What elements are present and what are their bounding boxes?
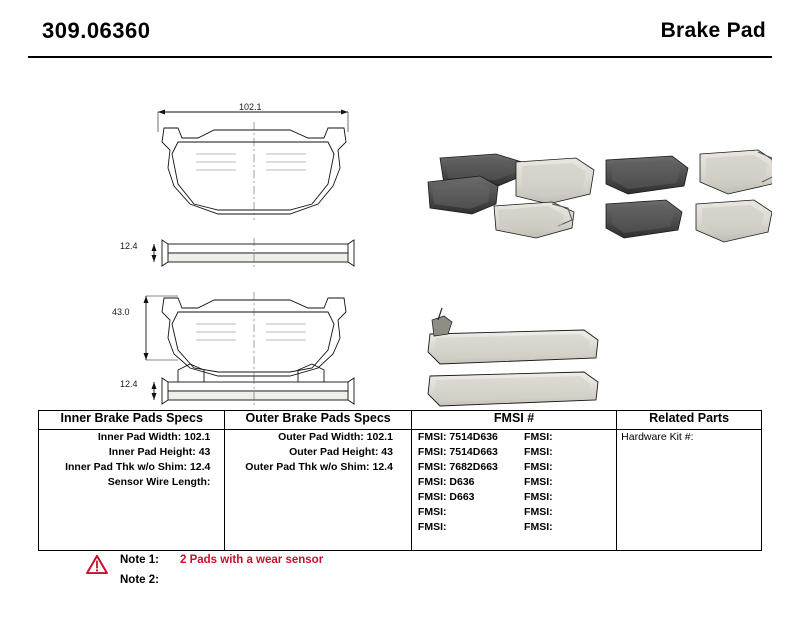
sensor-wire-length: Sensor Wire Length: — [107, 476, 211, 488]
column-header-related: Related Parts — [617, 411, 762, 430]
note-2-label: Note 2: — [120, 574, 159, 586]
outer-pad-thickness: Outer Pad Thk w/o Shim: 12.4 — [245, 461, 393, 473]
note-row-2 — [68, 574, 668, 594]
fmsi-right-6: FMSI: — [524, 521, 553, 533]
note-row-1 — [68, 554, 668, 574]
fmsi-left-1: FMSI: 7514D663 — [417, 446, 498, 458]
fmsi-right-1: FMSI: — [524, 446, 553, 458]
fmsi-left-2: FMSI: 7682D663 — [417, 461, 498, 473]
inner-specs-cell — [39, 430, 225, 551]
outer-pad-height: Outer Pad Height: 43 — [289, 446, 393, 458]
column-header-inner: Inner Brake Pads Specs — [39, 411, 225, 430]
table-body-row — [39, 430, 762, 551]
dimension-label-top-width: 102.1 — [239, 102, 262, 112]
hardware-kit-number: Hardware Kit #: — [621, 431, 694, 443]
notes-section — [68, 554, 668, 594]
drawing-svg — [28, 58, 772, 408]
fmsi-right-5: FMSI: — [524, 506, 553, 518]
fmsi-right-0: FMSI: — [524, 431, 553, 443]
specifications-table — [38, 410, 762, 551]
part-number: 309.06360 — [42, 18, 151, 43]
product-photo-group-upper-right — [606, 150, 772, 242]
line-drawing-side-view-lower — [152, 364, 355, 408]
fmsi-right-2: FMSI: — [524, 461, 553, 473]
table-header-row — [39, 411, 762, 430]
outer-specs-cell — [225, 430, 412, 551]
page-title: Brake Pad — [660, 19, 766, 42]
fmsi-left-4: FMSI: D663 — [417, 491, 475, 503]
fmsi-right-3: FMSI: — [524, 476, 553, 488]
fmsi-cell — [411, 430, 616, 551]
fmsi-column-right — [510, 430, 616, 535]
outer-pad-width: Outer Pad Width: 102.1 — [278, 431, 393, 443]
line-drawing-bottom-pad — [144, 292, 347, 382]
warning-icon — [86, 555, 108, 574]
sheet-header — [28, 14, 772, 58]
technical-drawing-area — [28, 58, 772, 408]
line-drawing-top-pad — [158, 110, 348, 221]
inner-pad-thickness: Inner Pad Thk w/o Shim: 12.4 — [65, 461, 211, 473]
note-1-label: Note 1: — [120, 554, 159, 566]
fmsi-left-3: FMSI: D636 — [417, 476, 475, 488]
column-header-fmsi: FMSI # — [411, 411, 616, 430]
fmsi-left-0: FMSI: 7514D636 — [417, 431, 498, 443]
dimension-label-upper-thickness: 12.4 — [120, 241, 138, 251]
fmsi-left-5: FMSI: — [417, 506, 447, 518]
fmsi-left-6: FMSI: — [417, 521, 447, 533]
note-1-value: 2 Pads with a wear sensor — [180, 554, 324, 566]
related-parts-cell — [617, 430, 762, 551]
dimension-label-lower-thickness: 12.4 — [120, 379, 138, 389]
column-header-outer: Outer Brake Pads Specs — [225, 411, 412, 430]
brake-pad-spec-sheet — [28, 14, 772, 606]
product-photo-group-upper-left — [428, 154, 594, 238]
product-photo-group-lower — [428, 308, 598, 406]
inner-pad-height: Inner Pad Height: 43 — [108, 446, 211, 458]
inner-pad-width: Inner Pad Width: 102.1 — [97, 431, 211, 443]
line-drawing-side-view-upper — [152, 238, 355, 270]
fmsi-column-left — [412, 430, 510, 535]
dimension-label-height: 43.0 — [112, 307, 130, 317]
fmsi-right-4: FMSI: — [524, 491, 553, 503]
